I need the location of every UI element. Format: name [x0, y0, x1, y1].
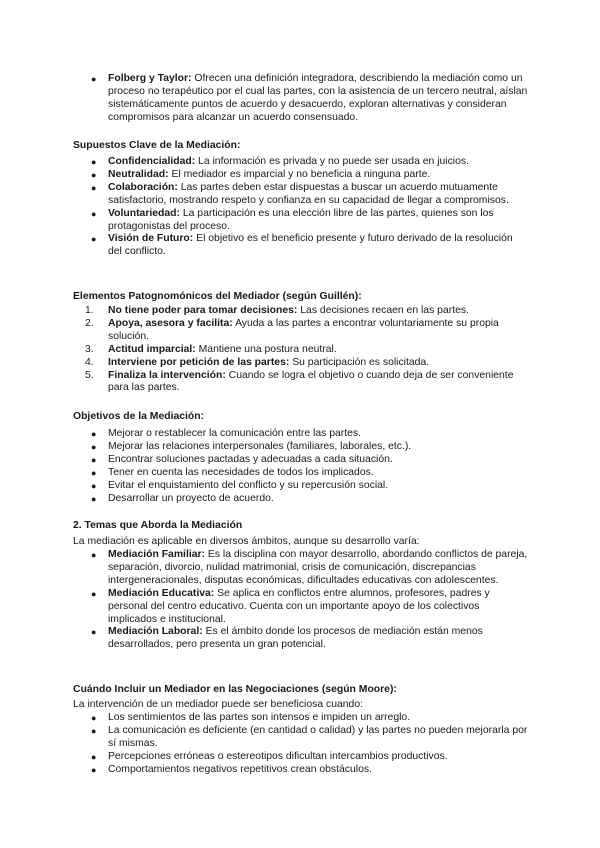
list-item — [89, 588, 529, 627]
list-item — [85, 305, 529, 318]
item-number: 4. — [85, 356, 94, 368]
item-text: Las partes deben estar dispuestas a buscar un acuerdo mutuamente satisfactorio, mostrando respeto y confianza en su capacidad de llegar a compromisos. — [108, 181, 509, 206]
cuando-list — [89, 712, 529, 777]
bullet-icon: ● — [91, 157, 97, 167]
item-text: Mejorar las relaciones interpersonales (familiares, laborales, etc.). — [108, 440, 412, 452]
item-text: Encontrar soluciones pactadas y adecuadas a cada situación. — [108, 453, 393, 465]
item-term: Interviene por petición de las partes: — [108, 356, 290, 368]
item-text: Mejorar o restablecer la comunicación entre las partes. — [108, 428, 361, 439]
bullet-icon: ● — [91, 169, 97, 180]
item-text: La participación es una elección libre de las partes, quienes son los protagonistas del proceso. — [108, 207, 494, 232]
item-text: Ofrecen una definición integradora, describiendo la mediación como un proceso no terapéutico por el cual las partes, con la asistencia de un tercero neutral, aíslan sistemáticamente puntos de acuerdo y desacuerdo, exploran alternativas y consideran compromisos para alcanzar un acuerdo consensuado. — [108, 73, 528, 123]
section-intro-cuando: La intervención de un mediador puede ser beneficiosa cuando: — [73, 699, 363, 710]
bullet-icon: ● — [91, 234, 97, 245]
item-text: Es la disciplina con mayor desarrollo, abordando conflictos de pareja, separación, divorcio, nulidad matrimonial, crisis de comunicación, discrepancias intergeneracionales, disputas económicas, dificultades educativas con adolescentes. — [108, 549, 528, 586]
list-item — [89, 428, 529, 441]
bullet-icon: ● — [91, 208, 97, 219]
list-item — [89, 182, 529, 208]
list-item — [89, 208, 529, 234]
item-text: Se aplica en conflictos entre alumnos, profesores, padres y personal del centro educativo. Cuenta con un importante apoyo de los colectivos implicados e institucional. — [108, 587, 490, 625]
bullet-icon: ● — [91, 725, 97, 736]
bullet-icon: ● — [91, 627, 97, 638]
bullet-icon: ● — [91, 467, 97, 478]
list-item — [89, 549, 529, 588]
list-item — [85, 317, 529, 344]
elementos-list — [85, 305, 529, 395]
item-number: 5. — [85, 369, 94, 381]
bullet-icon: ● — [91, 493, 97, 504]
item-text: Percepciones erróneas o estereotipos dificultan intercambios productivos. — [108, 750, 448, 762]
objetivos-list — [89, 428, 529, 505]
list-item — [89, 626, 529, 652]
item-term: Actitud imparcial: — [108, 343, 196, 355]
section-heading-cuando: Cuándo Incluir un Mediador en las Negociaciones (según Moore): — [73, 684, 397, 695]
item-text: Evitar el enquistamiento del conflicto y su repercusión social. — [108, 479, 389, 491]
item-text: Su participación es solicitada. — [289, 356, 430, 368]
bullet-icon: ● — [91, 480, 97, 491]
list-item — [89, 725, 529, 751]
bullet-icon: ● — [91, 550, 97, 560]
list-item — [89, 712, 529, 725]
list-item — [89, 441, 529, 454]
section-heading-objetivos: Objetivos de la Mediación: — [73, 411, 205, 422]
bullet-icon: ● — [91, 454, 97, 465]
item-text: La comunicación es deficiente (en cantidad o calidad) y las partes no pueden mejorarla por sí mismas. — [108, 724, 528, 749]
list-item — [89, 73, 529, 125]
section-intro-temas: La mediación es aplicable en diversos ámbitos, aunque su desarrollo varía: — [73, 536, 420, 547]
item-text: El mediador es imparcial y no beneficia a ninguna parte. — [168, 168, 431, 180]
bullet-icon: ● — [91, 74, 97, 84]
folberg-list — [89, 73, 529, 125]
item-text: Las decisiones recaen en las partes. — [297, 305, 469, 316]
item-text: El objetivo es el beneficio presente y futuro derivado de la resolución del conflicto. — [108, 233, 513, 258]
item-text: Ayuda a las partes a encontrar voluntariamente su propia solución. — [108, 317, 499, 342]
list-item — [89, 764, 529, 777]
bullet-icon: ● — [91, 764, 97, 775]
item-term: Mediación Educativa: — [108, 587, 215, 599]
item-number: 1. — [85, 305, 94, 316]
item-term: Mediación Laboral: — [108, 626, 203, 638]
item-term: Mediación Familiar: — [108, 549, 206, 560]
item-term: Visión de Futuro: — [108, 233, 194, 245]
item-term: Colaboración: — [108, 181, 178, 193]
item-term: No tiene poder para tomar decisiones: — [108, 305, 298, 316]
item-term: Folberg y Taylor: — [108, 73, 192, 84]
item-text: Tener en cuenta las necesidades de todos los implicados. — [108, 466, 374, 478]
item-text: Los sentimientos de las partes son intensos e impiden un arreglo. — [108, 712, 411, 723]
list-item — [89, 467, 529, 480]
bullet-icon: ● — [91, 751, 97, 762]
list-item — [85, 356, 529, 370]
item-text: Desarrollar un proyecto de acuerdo. — [108, 492, 274, 504]
bullet-icon: ● — [91, 588, 97, 599]
item-text: Es el ámbito donde los procesos de mediación están menos desarrollados, pero presenta un gran potencial. — [108, 626, 483, 651]
list-item — [89, 233, 529, 259]
list-item — [89, 493, 529, 506]
section-heading-elementos: Elementos Patognomónicos del Mediador (según Guillén): — [73, 291, 362, 302]
item-text: La información es privada y no puede ser usada en juicios. — [195, 156, 469, 167]
item-text: Cuando se logra el objetivo o cuando deja de ser conveniente para las partes. — [108, 369, 514, 394]
item-number: 3. — [85, 343, 94, 355]
bullet-icon: ● — [91, 713, 97, 723]
item-term: Voluntariedad: — [108, 207, 180, 219]
list-item — [89, 751, 529, 764]
list-item — [89, 454, 529, 467]
list-item — [89, 156, 529, 169]
section-heading-supuestos: Supuestos Clave de la Mediación: — [73, 140, 241, 151]
item-term: Finaliza la intervención: — [108, 369, 226, 381]
item-number: 2. — [85, 317, 94, 329]
list-item — [89, 169, 529, 182]
bullet-icon: ● — [91, 429, 97, 439]
item-text: Comportamientos negativos repetitivos crean obstáculos. — [108, 763, 372, 775]
bullet-icon: ● — [91, 182, 97, 193]
item-term: Apoya, asesora y facilita: — [108, 317, 233, 329]
supuestos-list — [89, 156, 529, 259]
bullet-icon: ● — [91, 441, 97, 452]
item-term: Confidencialidad: — [108, 156, 196, 167]
item-text: Mantiene una postura neutral. — [195, 343, 337, 355]
list-item — [89, 480, 529, 493]
list-item — [85, 369, 529, 396]
temas-list — [89, 549, 529, 652]
list-item — [85, 343, 529, 357]
section-heading-temas: 2. Temas que Aborda la Mediación — [73, 520, 243, 531]
item-term: Neutralidad: — [108, 168, 169, 180]
